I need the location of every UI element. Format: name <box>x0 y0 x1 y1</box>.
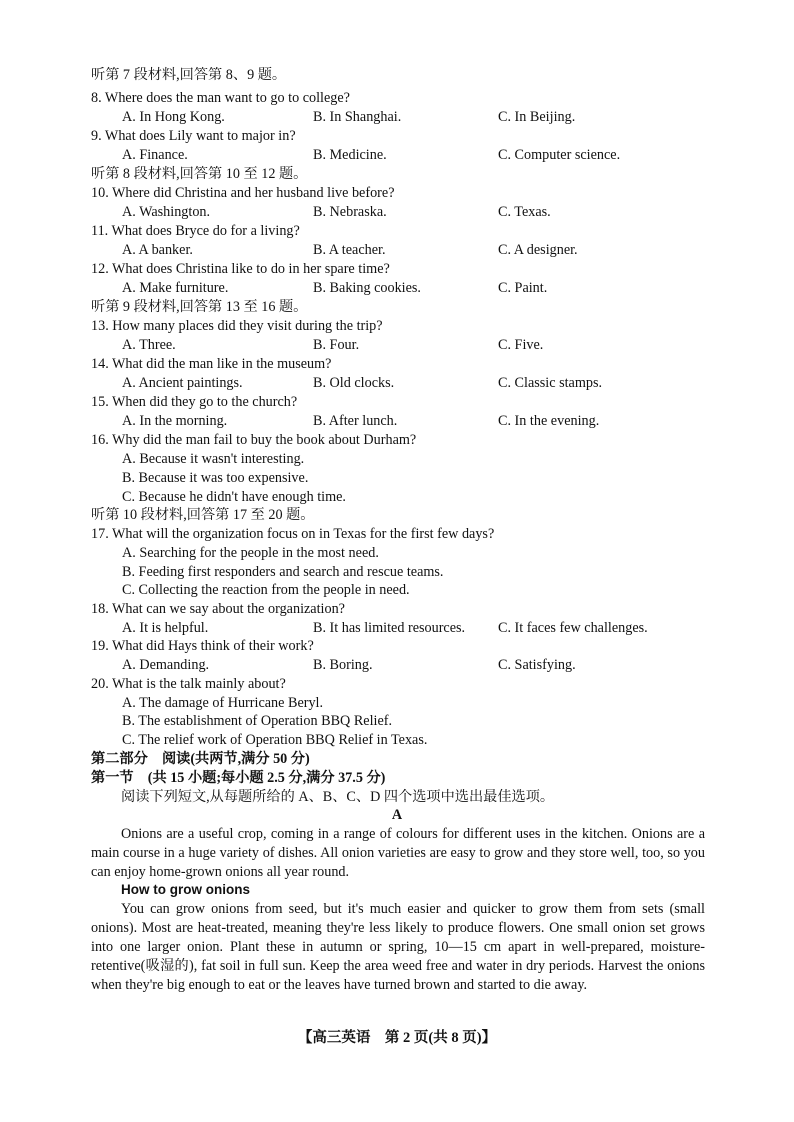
question-11: 11. What does Bryce do for a living? <box>91 223 300 239</box>
question-19: 19. What did Hays think of their work? <box>91 638 314 654</box>
q8-option-c: C. In Beijing. <box>498 109 576 125</box>
q14-option-b: B. Old clocks. <box>313 375 395 391</box>
q11-option-c: C. A designer. <box>498 242 578 258</box>
q13-option-c: C. Five. <box>498 337 544 353</box>
q8-option-b: B. In Shanghai. <box>313 109 402 125</box>
q10-option-c: C. Texas. <box>498 204 551 220</box>
question-13: 13. How many places did they visit during the trip? <box>91 318 383 334</box>
section-one-title: 第一节 (共 15 小题;每小题 2.5 分,满分 37.5 分) <box>91 770 386 786</box>
question-20: 20. What is the talk mainly about? <box>91 676 286 692</box>
q9-option-a: A. Finance. <box>122 147 188 163</box>
passage-label: A <box>391 807 403 823</box>
q20-option-b: B. The establishment of Operation BBQ Relief. <box>122 713 393 729</box>
q15-option-c: C. In the evening. <box>498 413 600 429</box>
q14-option-c: C. Classic stamps. <box>498 375 603 391</box>
q19-option-b: B. Boring. <box>313 657 373 673</box>
q17-option-c: C. Collecting the reaction from the people in need. <box>122 582 410 598</box>
page-footer: 【高三英语 第 2 页(共 8 页)】 <box>297 1030 497 1046</box>
q8-option-a: A. In Hong Kong. <box>122 109 225 125</box>
q16-option-b: B. Because it was too expensive. <box>122 470 309 486</box>
passage-subheading: How to grow onions <box>121 882 250 897</box>
passage-paragraph-2: You can grow onions from seed, but it's much easier and quicker to grow them from sets (small onions). Most are heat-treated, meaning they're less likely to produce flowers. One small onion set grows into one larger onion. Plant these in autumn or spring, 10—15 cm apart in well-prepared, moisture-retentive(吸湿的), fat soil in full sun. Keep the area weed free and water in dry periods. Harvest the onions when they're big enough to eat or the leaves have turned brown and started to die away. <box>91 901 705 993</box>
section-heading-9: 听第 9 段材料,回答第 13 至 16 题。 <box>91 299 308 315</box>
q12-option-c: C. Paint. <box>498 280 548 296</box>
q16-option-c: C. Because he didn't have enough time. <box>122 489 346 505</box>
q13-option-a: A. Three. <box>122 337 176 353</box>
q16-option-a: A. Because it wasn't interesting. <box>122 451 305 467</box>
section-heading-7: 听第 7 段材料,回答第 8、9 题。 <box>91 67 287 83</box>
q18-option-b: B. It has limited resources. <box>313 620 466 636</box>
question-16: 16. Why did the man fail to buy the book about Durham? <box>91 432 417 448</box>
q18-option-a: A. It is helpful. <box>122 620 209 636</box>
q15-option-a: A. In the morning. <box>122 413 228 429</box>
passage-paragraph-1: Onions are a useful crop, coming in a range of colours for different uses in the kitchen. Onions are a main course in a huge variety of dishes. All onion varieties are easy to grow and they store well, too, so you can enjoy home-grown onions all year round. <box>91 826 705 880</box>
q19-option-c: C. Satisfying. <box>498 657 576 673</box>
q15-option-b: B. After lunch. <box>313 413 398 429</box>
q10-option-a: A. Washington. <box>122 204 211 220</box>
q11-option-a: A. A banker. <box>122 242 193 258</box>
section-heading-10: 听第 10 段材料,回答第 17 至 20 题。 <box>91 507 315 523</box>
q14-option-a: A. Ancient paintings. <box>122 375 243 391</box>
question-10: 10. Where did Christina and her husband live before? <box>91 185 395 201</box>
q11-option-b: B. A teacher. <box>313 242 386 258</box>
q12-option-b: B. Baking cookies. <box>313 280 421 296</box>
q10-option-b: B. Nebraska. <box>313 204 387 220</box>
q19-option-a: A. Demanding. <box>122 657 210 673</box>
q9-option-b: B. Medicine. <box>313 147 387 163</box>
question-9: 9. What does Lily want to major in? <box>91 128 296 144</box>
section-heading-8: 听第 8 段材料,回答第 10 至 12 题。 <box>91 166 308 182</box>
part-two-title: 第二部分 阅读(共两节,满分 50 分) <box>91 751 310 767</box>
q18-option-c: C. It faces few challenges. <box>498 620 648 636</box>
q13-option-b: B. Four. <box>313 337 360 353</box>
q17-option-b: B. Feeding first responders and search and rescue teams. <box>122 564 444 580</box>
reading-instruction: 阅读下列短文,从每题所给的 A、B、C、D 四个选项中选出最佳选项。 <box>121 789 555 805</box>
q12-option-a: A. Make furniture. <box>122 280 229 296</box>
q20-option-c: C. The relief work of Operation BBQ Relief in Texas. <box>122 732 428 748</box>
question-17: 17. What will the organization focus on in Texas for the first few days? <box>91 526 495 542</box>
q17-option-a: A. Searching for the people in the most need. <box>122 545 379 561</box>
q20-option-a: A. The damage of Hurricane Beryl. <box>122 695 324 711</box>
question-8: 8. Where does the man want to go to college? <box>91 90 350 106</box>
q9-option-c: C. Computer science. <box>498 147 621 163</box>
question-12: 12. What does Christina like to do in her spare time? <box>91 261 390 277</box>
question-14: 14. What did the man like in the museum? <box>91 356 332 372</box>
question-18: 18. What can we say about the organization? <box>91 601 345 617</box>
question-15: 15. When did they go to the church? <box>91 394 298 410</box>
